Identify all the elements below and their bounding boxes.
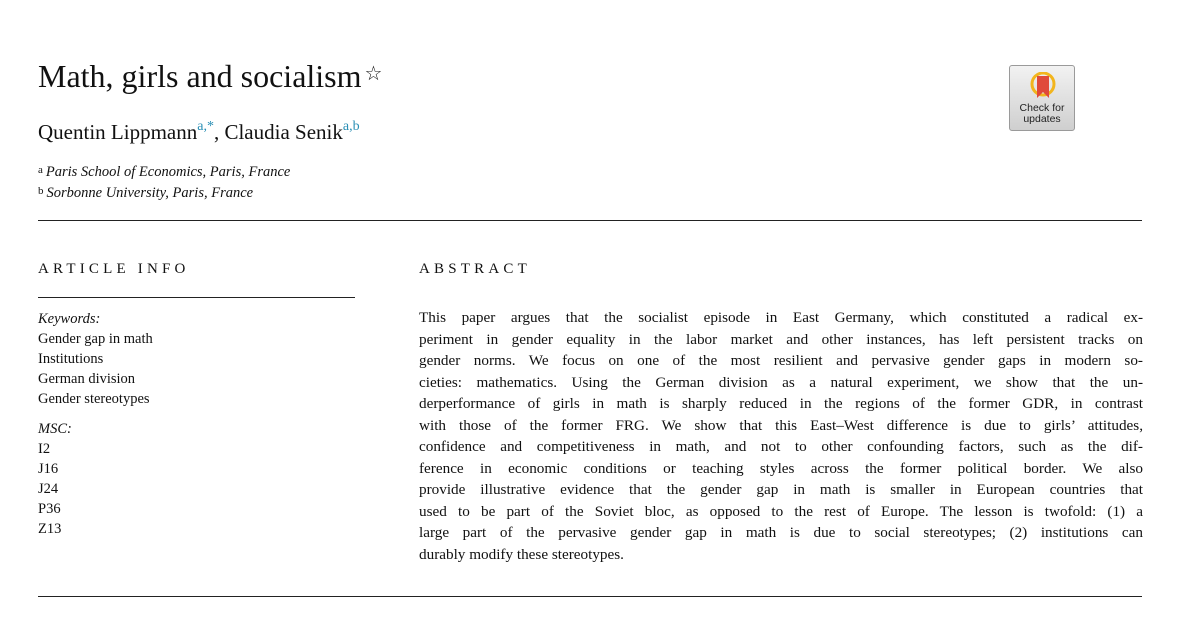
header-divider [38,220,1142,221]
abstract-line: with those of the former FRG. We show that this East–West difference is due to girls’ attitudes, [419,416,1143,434]
msc-code: J24 [38,481,59,497]
abstract-line: derperformance of girls in math is sharply reduced in the regions of the former GDR, in contrast [419,395,1143,412]
affiliation-a [38,162,290,182]
affiliation-a-text: Paris School of Economics, Paris, France [45,164,291,180]
abstract-line: used to be part of the Soviet bloc, as opposed to the rest of Europe. The lesson is twofold: (1) a [419,502,1143,520]
bookmark-icon [1030,72,1056,102]
paper-title [38,56,382,96]
title-text: Math, girls and socialism [38,58,362,94]
abstract-text [419,307,1143,565]
author-separator: , [213,120,225,144]
keyword-item: Institutions [38,351,104,367]
check-for-updates-button[interactable] [1009,65,1075,131]
abstract-line: confidence and competitiveness in math, and not to other confounding factors, such as the dif- [419,438,1143,455]
abstract-line: durably modify these stereotypes. [419,545,624,563]
keyword-item: German division [38,371,136,387]
msc-label: MSC: [38,421,72,437]
keywords-block [38,309,153,409]
author-list [38,118,360,146]
footer-divider [38,596,1142,597]
keyword-item: Gender gap in math [38,331,153,347]
keywords-label: Keywords: [38,311,101,327]
badge-label [1010,103,1074,125]
author-affil-2[interactable]: a,b [342,119,360,134]
msc-code: I2 [38,441,51,457]
affiliation-b [38,183,253,203]
abstract-line: This paper argues that the socialist episode in East Germany, which constituted a radical ex- [419,309,1143,326]
title-star-footnote[interactable]: ☆ [364,63,383,85]
affiliation-a-key: a [38,164,43,176]
abstract-line: cieties: mathematics. Using the German division as a natural experiment, we show that the un- [419,373,1143,391]
msc-block [38,419,72,539]
article-info-divider [38,297,355,298]
badge-label-line2: updates [1023,113,1061,125]
msc-code: Z13 [38,521,62,537]
keyword-item: Gender stereotypes [38,391,150,407]
author-name-1[interactable]: Quentin Lippmann [38,120,198,144]
abstract-line: gender norms. We focus on one of the most resilient and pervasive gender gaps in modern so- [419,352,1143,369]
msc-code: P36 [38,501,61,517]
badge-label-line1: Check for [1019,102,1065,114]
author-affil-1[interactable]: a,* [197,119,214,134]
author-name-2[interactable]: Claudia Senik [224,120,343,144]
abstract-heading: ABSTRACT [419,261,531,277]
abstract-line: provide illustrative evidence that the gender gap in math is smaller in European countries that [419,481,1143,498]
abstract-line: ference in economic conditions or teaching styles across the former political border. We also [419,459,1143,477]
affiliation-b-key: b [38,185,44,197]
abstract-line: large part of the pervasive gender gap in math is due to social stereotypes; (2) institutions can [419,524,1143,541]
msc-code: J16 [38,461,59,477]
abstract-line: periment in gender equality in the labor market and other instances, has left persistent tracks on [419,330,1143,348]
affiliation-b-text: Sorbonne University, Paris, France [46,185,254,201]
article-info-heading: ARTICLE INFO [38,261,190,277]
